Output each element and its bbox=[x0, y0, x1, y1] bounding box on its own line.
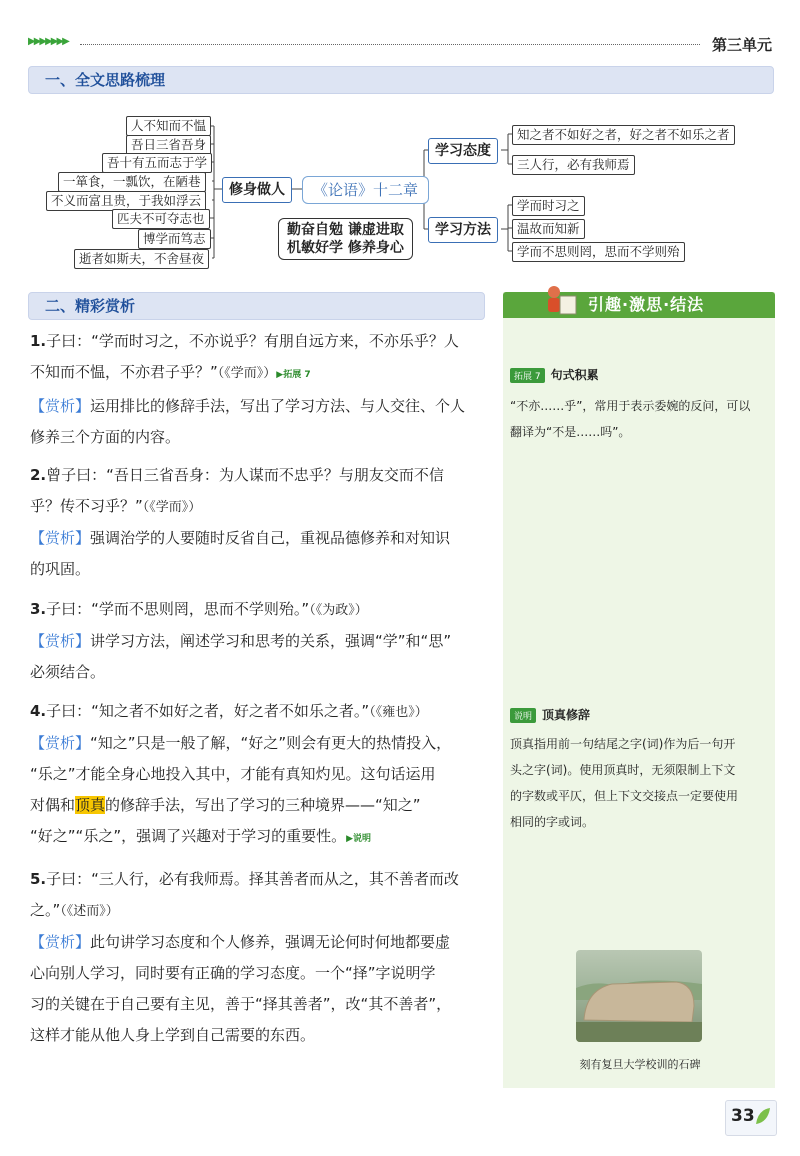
analysis-item-2 bbox=[30, 460, 485, 585]
quote-source: （《述而》） bbox=[60, 904, 119, 919]
mindmap-right-item: 知之者不如好之者，好之者不如乐之者 bbox=[512, 125, 735, 145]
sidebar-title: 引趣·激思·结法 bbox=[588, 295, 705, 314]
note-badge: 说明 bbox=[510, 708, 536, 723]
note-badge bbox=[510, 368, 545, 383]
analysis-line bbox=[30, 821, 485, 855]
extension-link[interactable]: ▶拓展 7 bbox=[276, 370, 311, 380]
analysis-tag: 【赏析】 bbox=[30, 529, 91, 547]
quote-line bbox=[30, 326, 485, 357]
analysis-line bbox=[30, 626, 485, 657]
mindmap-left-item: 一箪食，一瓢饮，在陋巷 bbox=[58, 172, 206, 192]
analysis-text: “乐之”才能全身心地投入其中，才能有真知灼见。这句话运用 bbox=[30, 765, 436, 783]
quote-text: 子曰：“三人行，必有我师焉。择其善者而从之，其不善者而改 bbox=[46, 870, 459, 888]
analysis-tag: 【赏析】 bbox=[30, 397, 91, 415]
sidebar-note-extension bbox=[510, 364, 766, 445]
sidebar-note-explanation bbox=[510, 704, 766, 835]
analysis-line bbox=[30, 391, 485, 422]
mindmap-right-branch: 学习方法 bbox=[428, 217, 498, 243]
analysis-text: 这样才能从他人身上学到自己需要的东西。 bbox=[30, 1026, 316, 1044]
item-number: 3. bbox=[30, 600, 47, 618]
quote-line bbox=[30, 895, 485, 927]
mindmap-right-item: 学而时习之 bbox=[512, 196, 585, 216]
analysis-tag: 【赏析】 bbox=[30, 734, 91, 752]
mindmap-center: 《论语》十二章 bbox=[302, 176, 429, 204]
mindmap bbox=[0, 0, 800, 280]
quote-source: （《为政》） bbox=[309, 603, 368, 618]
analysis-text: 的巩固。 bbox=[30, 560, 91, 578]
quote-text: 之。” bbox=[30, 901, 61, 919]
badge-number: 7 bbox=[534, 372, 541, 382]
quote-line bbox=[30, 357, 485, 391]
mindmap-left-item: 吾十有五而志于学 bbox=[102, 153, 212, 173]
mindmap-left-item: 博学而笃志 bbox=[138, 229, 211, 249]
analysis-text: 心向别人学习，同时要有正确的学习态度。一个“择”字说明学 bbox=[30, 964, 436, 982]
analysis-text: 此句讲学习态度和个人修养，强调无论何时何地都要虚 bbox=[90, 933, 451, 951]
mindmap-right-item: 学而不思则罔，思而不学则殆 bbox=[512, 242, 685, 262]
analysis-text: 运用排比的修辞手法，写出了学习方法、与人交往、个人 bbox=[90, 397, 466, 415]
quote-text: 曾子曰：“吾日三省吾身：为人谋而不忠乎？与朋友交而不信 bbox=[46, 466, 444, 484]
analysis-text: 习的关键在于自己要有主见，善于“择其善者”，改“其不善者”， bbox=[30, 995, 452, 1013]
header-arrows: ▶▶▶▶▶▶▶ bbox=[28, 36, 68, 47]
leaf-icon bbox=[754, 1106, 772, 1128]
mindmap-left-item: 不义而富且贵，于我如浮云 bbox=[46, 191, 206, 211]
quote-line bbox=[30, 594, 485, 626]
section2-title: 二、精彩赏析 bbox=[45, 297, 136, 315]
mindmap-bubble bbox=[278, 218, 413, 260]
item-number: 2. bbox=[30, 466, 47, 484]
stone-tablet-illustration bbox=[576, 950, 702, 1042]
mindmap-left-item: 逝者如斯夫，不舍昼夜 bbox=[74, 249, 209, 269]
item-number: 5. bbox=[30, 870, 47, 888]
item-number: 4. bbox=[30, 702, 47, 720]
quote-text: 子曰：“学而时习之，不亦说乎？有朋自远方来，不亦乐乎？人 bbox=[46, 332, 459, 350]
quote-text: 乎？传不习乎？” bbox=[30, 497, 143, 515]
note-text: 的字数或平仄，但上下文交接点一定要使用 bbox=[510, 789, 739, 803]
section2-banner bbox=[28, 292, 485, 320]
note-heading bbox=[510, 704, 766, 723]
note-title: 句式积累 bbox=[550, 368, 599, 382]
analysis-text: 必须结合。 bbox=[30, 663, 106, 681]
note-heading bbox=[510, 364, 766, 383]
note-text: 顶真指用前一句结尾之字(词)作为后一句开 bbox=[510, 737, 736, 751]
analysis-line bbox=[30, 790, 485, 821]
note-text: “不亦……乎”，常用于表示委婉的反问，可以 bbox=[510, 399, 751, 413]
quote-line bbox=[30, 491, 485, 523]
highlighted-term: 顶真 bbox=[75, 796, 106, 814]
photo-caption: 刻有复旦大学校训的石碑 bbox=[579, 1058, 701, 1071]
mindmap-right-branch: 学习态度 bbox=[428, 138, 498, 164]
analysis-text: 修养三个方面的内容。 bbox=[30, 428, 181, 446]
analysis-line bbox=[30, 927, 485, 958]
mindmap-left-item: 人不知而不愠 bbox=[126, 116, 211, 136]
explanation-link[interactable]: ▶说明 bbox=[346, 834, 372, 844]
note-text: 头之字(词)。使用顶真时，无须限制上下文 bbox=[510, 763, 736, 777]
analysis-tag: 【赏析】 bbox=[30, 933, 91, 951]
analysis-text: “知之”只是一般了解，“好之”则会有更大的热情投入， bbox=[90, 734, 452, 752]
reading-figure-icon bbox=[540, 284, 580, 320]
item-number: 1. bbox=[30, 332, 47, 350]
analysis-line bbox=[30, 728, 485, 759]
analysis-item-1 bbox=[30, 326, 485, 453]
quote-text: 子曰：“知之者不如好之者，好之者不如乐之者。” bbox=[46, 702, 370, 720]
quote-text: 子曰：“学而不思则罔，思而不学则殆。” bbox=[46, 600, 310, 618]
analysis-text: 讲学习方法，阐述学习和思考的关系，强调“学”和“思” bbox=[90, 632, 452, 650]
bubble-line: 勤奋自勉 谦虚进取 bbox=[287, 222, 404, 238]
quote-source: （《学而》） bbox=[142, 500, 202, 515]
mindmap-right-item: 三人行，必有我师焉 bbox=[512, 155, 635, 175]
mindmap-right-item: 温故而知新 bbox=[512, 219, 585, 239]
bubble-line: 机敏好学 修养身心 bbox=[287, 240, 404, 256]
analysis-item-5 bbox=[30, 864, 485, 1051]
mindmap-left-branch: 修身做人 bbox=[222, 177, 292, 203]
quote-text: 不知而不愠，不亦君子乎？” bbox=[30, 363, 218, 381]
analysis-text: 的修辞手法，写出了学习的三种境界——“知之” bbox=[105, 796, 421, 814]
page-number: 33 bbox=[731, 1106, 755, 1126]
analysis-text: “好之”“乐之”，强调了兴趣对于学习的重要性。 bbox=[30, 827, 347, 845]
quote-line bbox=[30, 460, 485, 491]
quote-source: （《学而》） bbox=[217, 366, 277, 381]
note-title: 顶真修辞 bbox=[542, 708, 591, 722]
analysis-text: 对偶和 bbox=[30, 796, 76, 814]
note-text: 相同的字或词。 bbox=[510, 815, 595, 829]
note-text: 翻译为“不是……吗”。 bbox=[510, 425, 631, 439]
unit-title: 第三单元 bbox=[712, 36, 773, 54]
quote-line bbox=[30, 696, 485, 728]
quote-line bbox=[30, 864, 485, 895]
mindmap-left-item: 吾日三省吾身 bbox=[126, 135, 211, 155]
quote-source: （《雍也》） bbox=[369, 705, 428, 720]
analysis-text: 强调治学的人要随时反省自己，重视品德修养和对知识 bbox=[90, 529, 451, 547]
analysis-tag: 【赏析】 bbox=[30, 632, 91, 650]
mindmap-left-item: 匹夫不可夺志也 bbox=[112, 209, 210, 229]
section1-title: 一、全文思路梳理 bbox=[45, 71, 166, 89]
analysis-item-4 bbox=[30, 696, 485, 855]
badge-label: 拓展 bbox=[514, 372, 533, 382]
analysis-line bbox=[30, 523, 485, 554]
analysis-item-3 bbox=[30, 594, 485, 688]
stone-tablet-photo bbox=[576, 950, 702, 1042]
